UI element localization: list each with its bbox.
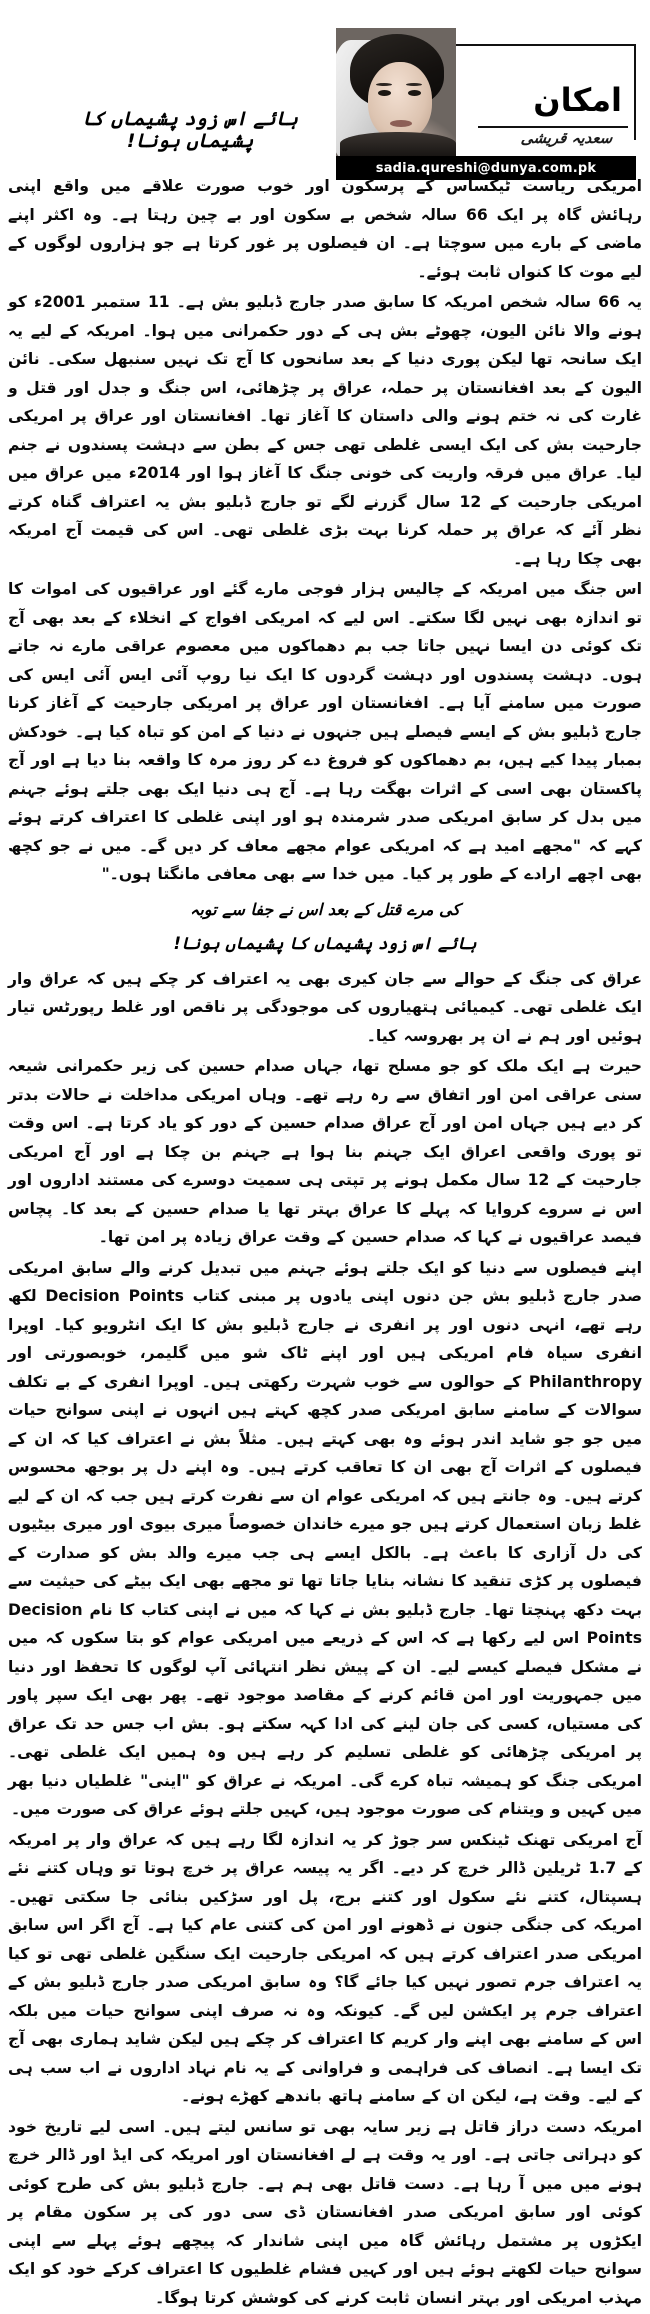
author-photo xyxy=(336,28,456,156)
article-paragraph: اس جنگ میں امریکہ کے چالیس ہزار فوجی مارے گئے اور عراقیوں کی اموات کا تو اندازہ بھی نہیں لگا سکتے۔ اس لیے کہ امریکی افواج کے انخلاء کے بعد بھی آج تک کوئی دن ایسا نہیں جاتا جب بم دھماکوں میں معصوم عراقی مارے نہ جاتے ہوں۔ دہشت پسندوں اور دہشت گردوں کا ایک نیا روپ آئی ایس آئی ایس کی صورت میں سامنے آیا ہے۔ افغانستان اور عراق پر امریکی جارحیت کے آغاز کرنا جارج ڈبلیو بش کے ایسے فیصلے ہیں جنہوں نے دنیا کے امن کو تباہ کیا ہے۔ خودکش بمبار پیدا کیے ہیں، بم دھماکوں کو فروغ دے کر روز مرہ کا واقعہ بنا دیا ہے اور آج پاکستان بھی اسی کے اثرات بھگت رہا ہے۔ آج ہی دنیا ایک بھی جلتے ہوئے جہنم میں بدل کر سابق امریکی صدر شرمندہ ہو اور اپنی غلطی کا اعتراف کرتے ہوئے کہے کہ "مجھے امید ہے کہ امریکی عوام مجھے معاف کر دیں گے۔ میں نے جو کچھ بھی اچھے ارادے کے طور پر کیا۔ میں خدا سے بھی معافی مانگتا ہوں۔" xyxy=(8,580,642,883)
article-paragraph: اپنے فیصلوں سے دنیا کو ایک جلتے ہوئے جہنم میں تبدیل کرنے والے سابق امریکی صدر جارج ڈبلیو بش جن دنوں اپنی یادوں پر مبنی کتاب Decision Points لکھ رہے تھے، انہی دنوں اور پر انفری نے جارج ڈبلیو بش کا ایک انٹرویو کیا۔ اوپرا انفری سیاہ فام امریکی ہیں اور اپنے ٹاک شو میں گلیمر، خوبصورتی اور Philanthropy کے حوالوں سے خوب شہرت رکھتی ہیں۔ اوپرا انفری کے بے تکلف سوالات کے سامنے سابق امریکی صدر کچھ کہتے ہیں انہوں نے اپنی سوانح حیات میں جو جو شاید اندر ہوئے وہ بھی کہتے ہیں۔ مثلاً بش نے اعتراف کیا کہ ان کے فیصلوں کے اثرات آج بھی ان کا تعاقب کرتے ہیں۔ وہ اپنے دل پر بوجھ محسوس کرتے ہیں۔ وہ جانتے ہیں کہ امریکی عوام ان سے نفرت کرتے ہیں جب کہ ان کے لیے غلط زبان استعمال کرتے ہیں جو میرے خاندان خصوصاً میری بیوی اور میری بیٹیوں کی دل آزاری کا باعث ہے۔ بالکل ایسے ہی جب میرے والد بش کو صدارت کے فیصلوں پر کڑی تنقید کا نشانہ بنایا جاتا تھا تو مجھے بھی ایک بیٹے کی حیثیت سے بہت دکھ پہنچتا تھا۔ جارج ڈبلیو بش نے کہا کہ میں نے اپنی کتاب کا نام Decision Points اس لیے رکھا ہے کہ اس کے ذریعے میں امریکی عوام کو بتا سکوں کہ میں نے مشکل فیصلے کیسے لیے۔ ان کے پیش نظر انتہائی آپ لوگوں کا تحفظ اور دنیا میں جمہوریت اور امن قائم کرنے کے مقاصد موجود تھے۔ پھر بھی ایک سپر پاور کی مستیاں، کسی کی جان لینے کی ادا کہہ سکتے ہو۔ بش اب جس حد تک عراق پر امریکی چڑھائی کو غلطی تسلیم کر رہے ہیں وہ ہمیں ایک غلطی تھی۔ امریکی جنگ کو ہمیشہ تباہ کرے گی۔ امریکہ نے عراق کو "اینی" غلطیاں دنیا بھر میں کہیں و ویتنام کی صورت موجود ہیں، کہیں جلتے ہوئے عراق کی صورت میں۔ xyxy=(8,1258,643,1818)
article-subheading: ہائے اس زود پشیماں کا پشیماں ہونا! xyxy=(173,933,477,953)
photo-eyebrow-right xyxy=(406,83,422,86)
author-name: سعدیہ قریشی xyxy=(519,129,613,147)
photo-eye-right xyxy=(408,90,421,96)
article-paragraph: عراق کی جنگ کے حوالے سے جان کیری بھی یہ اعتراف کر چکے ہیں کہ عراق وار ایک غلطی تھی۔ کیمیائی ہتھیاروں کی موجودگی پر ناقص اور غلط رپورٹس تیار ہوئیں اور ہم نے ان پر بھروسہ کیا۔ xyxy=(8,969,642,1045)
article-paragraph: آج امریکی تھنک ٹینکس سر جوڑ کر یہ اندازہ لگا رہے ہیں کہ عراق وار پر امریکہ کے 1.7 ٹریلین ڈالر خرچ کر دیے۔ اگر یہ پیسہ عراق پر خرچ ہوتا تو وہاں کتنے نئے ہسپتال، کتنے نئے سکول اور کتنے برج، پل اور سڑکیں بنائی جا سکتی تھیں۔ امریکہ کی جنگی جنون نے ڈھونے اور امن کی کتنی عام کیا ہے۔ آج اگر اس سابق امریکی صدر اعتراف کرتے ہیں کہ امریکی جارحیت ایک سنگین غلطی تھی تو کیا یہ اعتراف جرم تصور نہیں کیا جائے گا؟ وہ سابق امریکی صدر جارج ڈبلیو بش کے اعتراف جرم پر ایکشن لیں گے۔ کیونکہ وہ نہ صرف اپنی سوانح حیات میں بلکہ اس کے سامنے بھی اپنے وار کریم کا اعتراف کر چکے ہیں لیکن شاید ہماری بھی آج تک ایسا ہے۔ انصاف کی فراہمی و فراوانی کے یہ نام نہاد اداروں نے اب سب ہی کے لیے۔ وقت ہے، لیکن ان کے سامنے ہاتھ باندھے کھڑے ہونے۔ xyxy=(8,1830,642,2105)
photo-shoulder xyxy=(340,132,456,156)
article-paragraph: امریکی ریاست ٹیکساس کے پرسکون اور خوب صورت علاقے میں واقع اپنی رہائش گاہ پر ایک 66 سالہ شخص بے سکون اور بے چین رہتا ہے۔ وہ اکثر اپنے ماضی کے بارے میں سوچتا ہے۔ ان فیصلوں پر غور کرتا ہے جو ہزاروں لوگوں کے لیے موت کا کنواں ثابت ہوئے۔ xyxy=(8,177,643,281)
article-paragraph: امریکہ دست دراز قاتل ہے زیر سایہ بھی تو سانس لیتے ہیں۔ اسی لیے تاریخ خود کو دہراتی جاتی ہے۔ اور یہ وقت ہے لے افغانستان اور امریکہ کی ایڈ اور ڈالر خرچ ہونے میں میں آ رہا ہے۔ دست قاتل بھی ہم ہے۔ جارج ڈبلیو بش کی طرح کوئی کوئی اور سابق امریکی صدر افغانستان ڈی سی دور کی پر سکون مقام پر ایکڑوں پر مشتمل رہائش گاہ میں اپنی شاندار کہ پیچھے ہوئے پہلے سے اپنی سوانح حیات لکھتے ہوئے ہیں اور کہیں فشام غلطیوں کا اعتراف کرکے خود کو ایک مہذب امریکی اور بہتر انسان ثابت کرنے کی کوشش کرتا ہوگا۔ xyxy=(8,2117,642,2307)
column-masthead xyxy=(336,28,636,176)
column-name: امکان xyxy=(533,81,622,119)
article-paragraph: حیرت ہے ایک ملک کو جو مسلح تھا، جہاں صدام حسین کی زیر حکمرانی شیعہ سنی عراقی امن اور اتفاق سے رہ رہے تھے۔ وہاں امریکی مداخلت نے حالات بدتر کر دیے ہیں جہاں امن اور آج عراق صدام حسین کے دور کو یاد کرتا ہے۔ اس وقت تو پوری واقعی اعراق ایک جہنم بنا ہوا ہے جہنم بن چکا ہے اور آج امریکی جارحیت کے 12 سال مکمل ہونے پر تپتی ہی سمیت دوسرے کی مستند اداروں اور اس نے سروے کروایا کہ پہلے کا عراق بہتر تھا یا صدام حسین کے بعد کا۔ پچاس فیصد عراقیوں نے کہا کہ صدام حسین کے وقت عراق زیادہ پر امن تھا۔ xyxy=(8,1057,642,1246)
photo-lips xyxy=(390,120,412,127)
photo-eyebrow-left xyxy=(376,83,392,86)
masthead-divider xyxy=(478,126,628,128)
article-paragraph: یہ 66 سالہ شخص امریکہ کا سابق صدر جارج ڈبلیو بش ہے۔ 11 ستمبر 2001ء کو ہونے والا نائن الیون، چھوٹے بش ہی کے دور حکمرانی میں ہوا۔ امریکہ کے لیے یہ ایک سانحہ تھا لیکن پوری دنیا کے بعد سانحوں کا آج تک نہیں سنبھل سکی۔ نائن الیون کے بعد افغانستان پر حملہ، عراق پر چڑھائی، اس جنگ و جدل اور قتل و غارت کی نہ ختم ہونے والی داستان کا آغاز تھا۔ افغانستان اور عراق پر امریکی جارحیت بش کی ایک ایسی غلطی تھی جس کے بطن سے دہشت پسندوں نے جنم لیا۔ عراق میں فرقہ واریت کی خونی جنگ کا آغاز ہوا اور 2014ء میں عراق میں امریکی جارحیت کے 12 سال گزرنے لگے تو جارج ڈبلیو بش یہ اعتراف گناہ کرتے نظر آئے کہ عراق پر حملہ کرنا بہت بڑی غلطی تھی۔ اس کی قیمت آج امریکہ بھی چکا رہا ہے۔ xyxy=(8,293,643,568)
article-verse-line: کی مرے قتل کے بعد اس نے جفا سے توبہ xyxy=(189,899,460,919)
article-headline: ہائے اس زود پشیماں کا پشیماں ہونا! xyxy=(82,108,298,152)
photo-face xyxy=(368,62,432,140)
photo-eye-left xyxy=(378,90,391,96)
article-body xyxy=(8,172,642,2314)
author-email[interactable]: sadia.qureshi@dunya.com.pk xyxy=(375,160,597,176)
